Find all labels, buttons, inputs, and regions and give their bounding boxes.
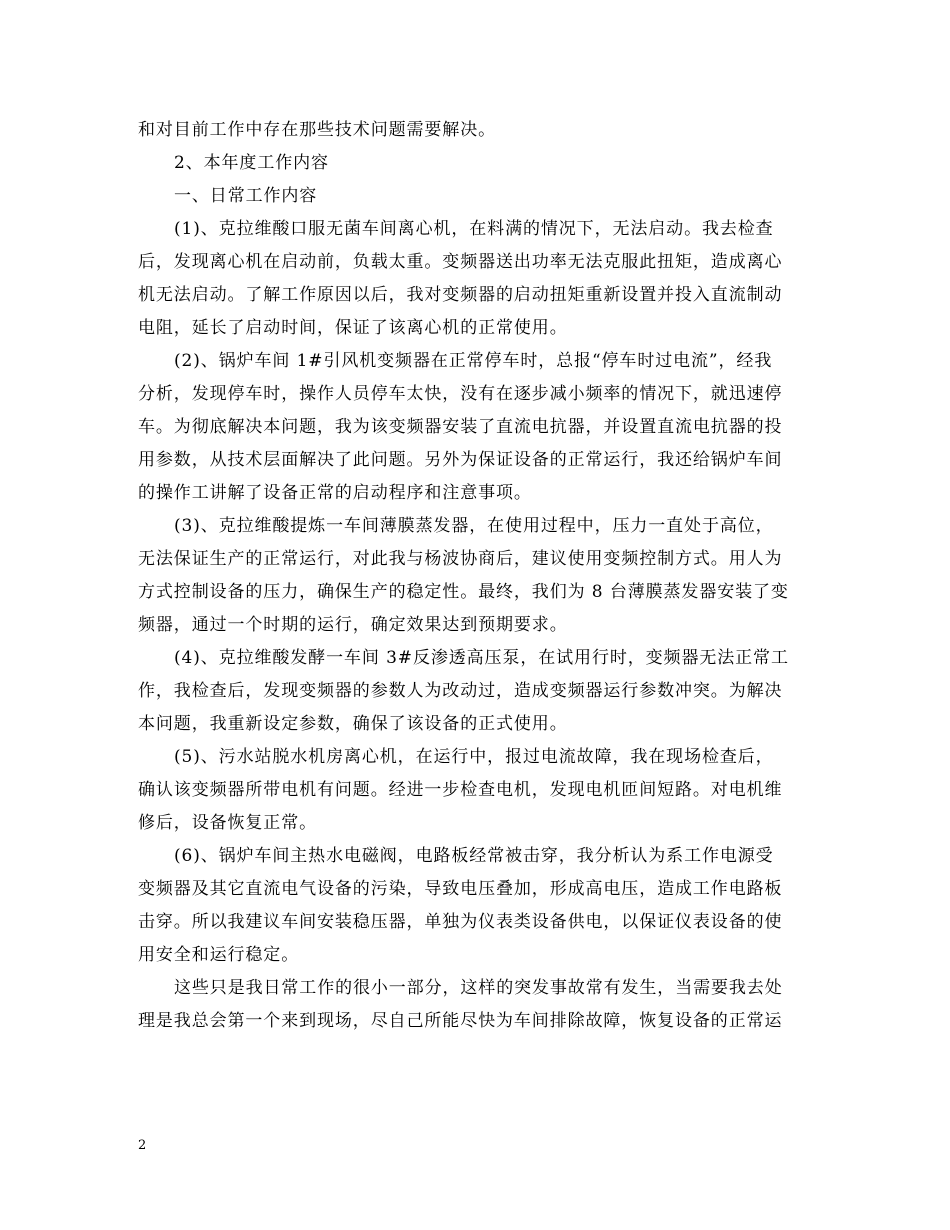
text-line: 方式控制设备的压力，确保生产的稳定性。最终，我们为 8 台薄膜蒸发器安装了变 — [138, 582, 789, 602]
text-line: (5)、污水站脱水机房离心机，在运行中，报过电流故障，我在现场检查后， — [174, 747, 774, 767]
text-line: 本问题，我重新设定参数，确保了该设备的正式使用。 — [138, 714, 568, 734]
text-line: (2)、锅炉车间 1#引风机变频器在正常停车时，总报“停车时过电流”，经我 — [174, 351, 773, 371]
text-line: (4)、克拉维酸发酵一车间 3#反渗透高压泵，在试用行时，变频器无法正常工 — [174, 648, 789, 668]
document-body — [138, 114, 814, 1038]
section-heading: 2、本年度工作内容 — [174, 153, 329, 173]
text-line: 机无法启动。了解工作原因以后，我对变频器的启动扭矩重新设置并投入直流制动 — [138, 285, 783, 305]
text-line: 用安全和运行稳定。 — [138, 945, 300, 965]
text-line: 作，我检查后，发现变频器的参数人为改动过，造成变频器运行参数冲突。为解决 — [138, 681, 783, 701]
text-line: 无法保证生产的正常运行，对此我与杨波协商后，建议使用变频控制方式。用人为 — [138, 549, 783, 569]
text-line: 后，发现离心机在启动前，负载太重。变频器送出功率无法克服此扭矩，造成离心 — [138, 252, 783, 272]
text-line: 和对目前工作中存在那些技术问题需要解决。 — [138, 120, 496, 140]
subsection-heading: 一、日常工作内容 — [174, 186, 318, 206]
text-line: 这些只是我日常工作的很小一部分，这样的突发事故常有发生，当需要我去处 — [174, 978, 783, 998]
text-line: 确认该变频器所带电机有问题。经进一步检查电机，发现电机匝间短路。对电机维 — [138, 780, 783, 800]
text-line: (1)、克拉维酸口服无菌车间离心机，在料满的情况下，无法启动。我去检查 — [174, 219, 774, 239]
text-line: 频器，通过一个时期的运行，确定效果达到预期要求。 — [138, 615, 568, 635]
text-line: 变频器及其它直流电气设备的污染，导致电压叠加，形成高电压，造成工作电路板 — [138, 879, 783, 899]
text-line: (6)、锅炉车间主热水电磁阀，电路板经常被击穿，我分析认为系工作电源受 — [174, 846, 774, 866]
text-line: 电阻，延长了启动时间，保证了该离心机的正常使用。 — [138, 318, 568, 338]
text-line: 修后，设备恢复正常。 — [138, 813, 317, 833]
text-line: 用参数，从技术层面解决了此问题。另外为保证设备的正常运行，我还给锅炉车间 — [138, 450, 783, 470]
text-line: 车。为彻底解决本问题，我为该变频器安装了直流电抗器，并设置直流电抗器的投 — [138, 417, 783, 437]
text-line: 分析，发现停车时，操作人员停车太快，没有在逐步减小频率的情况下，就迅速停 — [138, 384, 783, 404]
text-line: 的操作工讲解了设备正常的启动程序和注意事项。 — [138, 483, 532, 503]
text-line: 理是我总会第一个来到现场，尽自己所能尽快为车间排除故障，恢复设备的正常运 — [138, 1011, 783, 1031]
text-line: 击穿。所以我建议车间安装稳压器，单独为仪表类设备供电，以保证仪表设备的使 — [138, 912, 783, 932]
text-line: (3)、克拉维酸提炼一车间薄膜蒸发器，在使用过程中，压力一直处于高位， — [174, 516, 774, 536]
page-number: 2 — [138, 1138, 147, 1153]
